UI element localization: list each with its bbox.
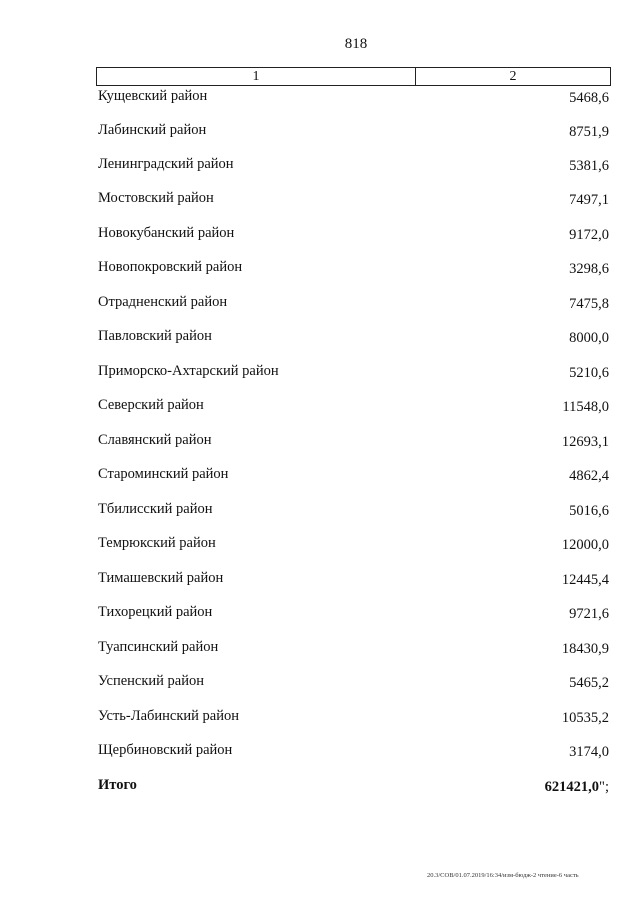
district-value: 9172,0 — [569, 227, 609, 243]
district-value: 3298,6 — [569, 261, 609, 277]
district-name: Туапсинский район — [98, 639, 219, 655]
district-name: Успенский район — [98, 673, 204, 689]
table-row — [0, 259, 640, 281]
district-name: Мостовский район — [98, 190, 214, 206]
table-row — [0, 466, 640, 488]
total-value-wrapper — [545, 779, 609, 796]
total-value: 621421,0 — [544, 779, 600, 795]
district-value: 4862,4 — [569, 468, 609, 484]
total-suffix: "; — [599, 779, 609, 795]
table-row — [0, 501, 640, 523]
district-value: 8000,0 — [569, 330, 609, 346]
district-name: Усть-Лабинский район — [98, 708, 239, 724]
district-value: 5016,6 — [569, 503, 609, 519]
district-name: Павловский район — [98, 328, 212, 344]
district-name: Отрадненский район — [98, 294, 228, 310]
district-name: Лабинский район — [98, 122, 207, 138]
district-value: 5465,2 — [569, 675, 609, 691]
district-value: 5468,6 — [569, 90, 609, 106]
district-name: Тимашевский район — [98, 570, 224, 586]
table-row — [0, 397, 640, 419]
district-value: 11548,0 — [562, 399, 609, 415]
footer-note: 20.3/СОВ/01.07.2019/16:34/изм-бюдж-2 чтение-6 часть — [427, 872, 579, 879]
district-name: Славянский район — [98, 432, 212, 448]
district-name: Новопокровский район — [98, 259, 243, 275]
page-number: 818 — [344, 36, 368, 52]
district-value: 10535,2 — [561, 710, 609, 726]
district-name: Приморско-Ахтарский район — [98, 363, 279, 379]
district-name: Кущевский район — [98, 88, 208, 104]
district-name: Северский район — [98, 397, 204, 413]
table-row — [0, 570, 640, 592]
table-row — [0, 535, 640, 557]
table-row — [0, 363, 640, 385]
district-value: 12693,1 — [561, 434, 609, 450]
district-name: Ленинградский район — [98, 156, 234, 172]
district-name: Новокубанский район — [98, 225, 235, 241]
table-row — [0, 294, 640, 316]
district-name: Щербиновский район — [98, 742, 233, 758]
district-name: Тихорецкий район — [98, 604, 213, 620]
table-row — [0, 673, 640, 695]
table-header-col-1: 1 — [97, 68, 416, 85]
total-label: Итого — [98, 777, 137, 793]
district-name: Староминский район — [98, 466, 229, 482]
district-value: 3174,0 — [569, 744, 609, 760]
total-row — [0, 777, 640, 799]
table-row — [0, 604, 640, 626]
table-row — [0, 639, 640, 661]
table-row — [0, 190, 640, 212]
table-header — [96, 67, 611, 86]
district-name: Темрюкский район — [98, 535, 216, 551]
table-row — [0, 156, 640, 178]
table-row — [0, 88, 640, 110]
table-row — [0, 708, 640, 730]
district-value: 12000,0 — [561, 537, 609, 553]
district-value: 7497,1 — [569, 192, 609, 208]
table-row — [0, 122, 640, 144]
district-value: 5381,6 — [569, 158, 609, 174]
table-row — [0, 742, 640, 764]
table-row — [0, 328, 640, 350]
table-header-col-2: 2 — [509, 69, 517, 84]
table-row — [0, 432, 640, 454]
table-row — [0, 225, 640, 247]
district-name: Тбилисский район — [98, 501, 213, 517]
district-value: 7475,8 — [569, 296, 609, 312]
district-value: 8751,9 — [569, 124, 609, 140]
district-value: 5210,6 — [569, 365, 609, 381]
district-value: 12445,4 — [561, 572, 609, 588]
district-value: 18430,9 — [561, 641, 609, 657]
district-value: 9721,6 — [569, 606, 609, 622]
